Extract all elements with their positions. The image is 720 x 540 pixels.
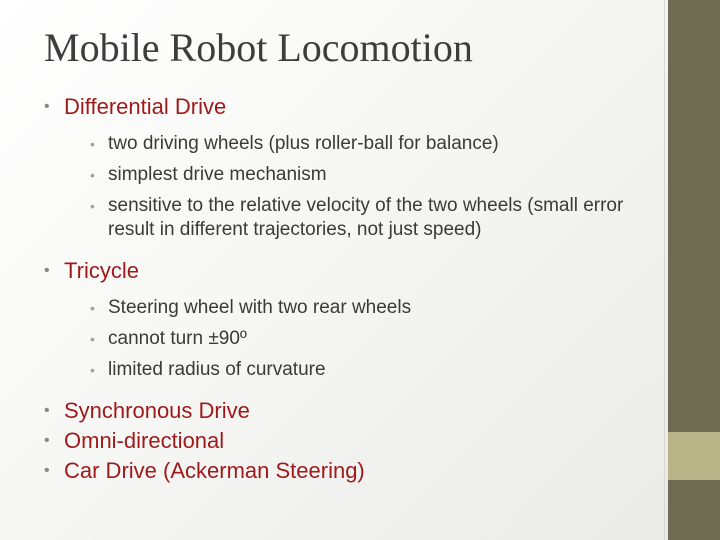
sub-item [84,194,654,242]
sub-item-label: Steering wheel with two rear wheels [108,297,412,318]
bullet-icon: • [90,136,95,152]
bullet-icon: • [44,432,50,449]
list-item-car-drive [44,456,654,486]
list-item-differential-drive [44,92,654,242]
list-item-synchronous-drive [44,396,654,426]
bullet-icon: • [44,98,50,115]
bullet-icon: • [44,462,50,479]
list-item-label: Car Drive (Ackerman Steering) [64,458,365,483]
bullet-icon: • [44,262,50,279]
bullet-icon: • [90,362,95,378]
list-item-tricycle [44,256,654,382]
list-item-label: Omni-directional [64,428,225,453]
sub-item [84,327,654,351]
list-item-label: Synchronous Drive [64,398,250,423]
sub-list [64,296,654,382]
bullet-icon: • [90,300,95,316]
sub-item-label: sensitive to the relative velocity of the two wheels (small error result in different trajectories, not just speed) [108,195,624,240]
slide-title: Mobile Robot Locomotion [44,25,473,70]
list-item-label: Differential Drive [64,94,227,119]
sub-item [84,296,654,320]
list-item-omni-directional [44,426,654,456]
bullet-icon: • [90,331,95,347]
sub-item [84,132,654,156]
sub-item [84,358,654,382]
slide-content [44,92,654,486]
bullet-icon: • [90,198,95,214]
bullet-list [44,92,654,486]
sub-item-label: two driving wheels (plus roller-ball for balance) [108,133,499,154]
sub-item-label: cannot turn ±90º [108,328,247,349]
side-divider-line [664,0,665,540]
sub-item [84,163,654,187]
side-accent-block [668,432,720,480]
bullet-icon: • [90,167,95,183]
sub-item-label: limited radius of curvature [108,359,326,380]
sub-item-label: simplest drive mechanism [108,164,327,185]
bullet-icon: • [44,402,50,419]
list-item-label: Tricycle [64,258,139,283]
sub-list [64,132,654,242]
